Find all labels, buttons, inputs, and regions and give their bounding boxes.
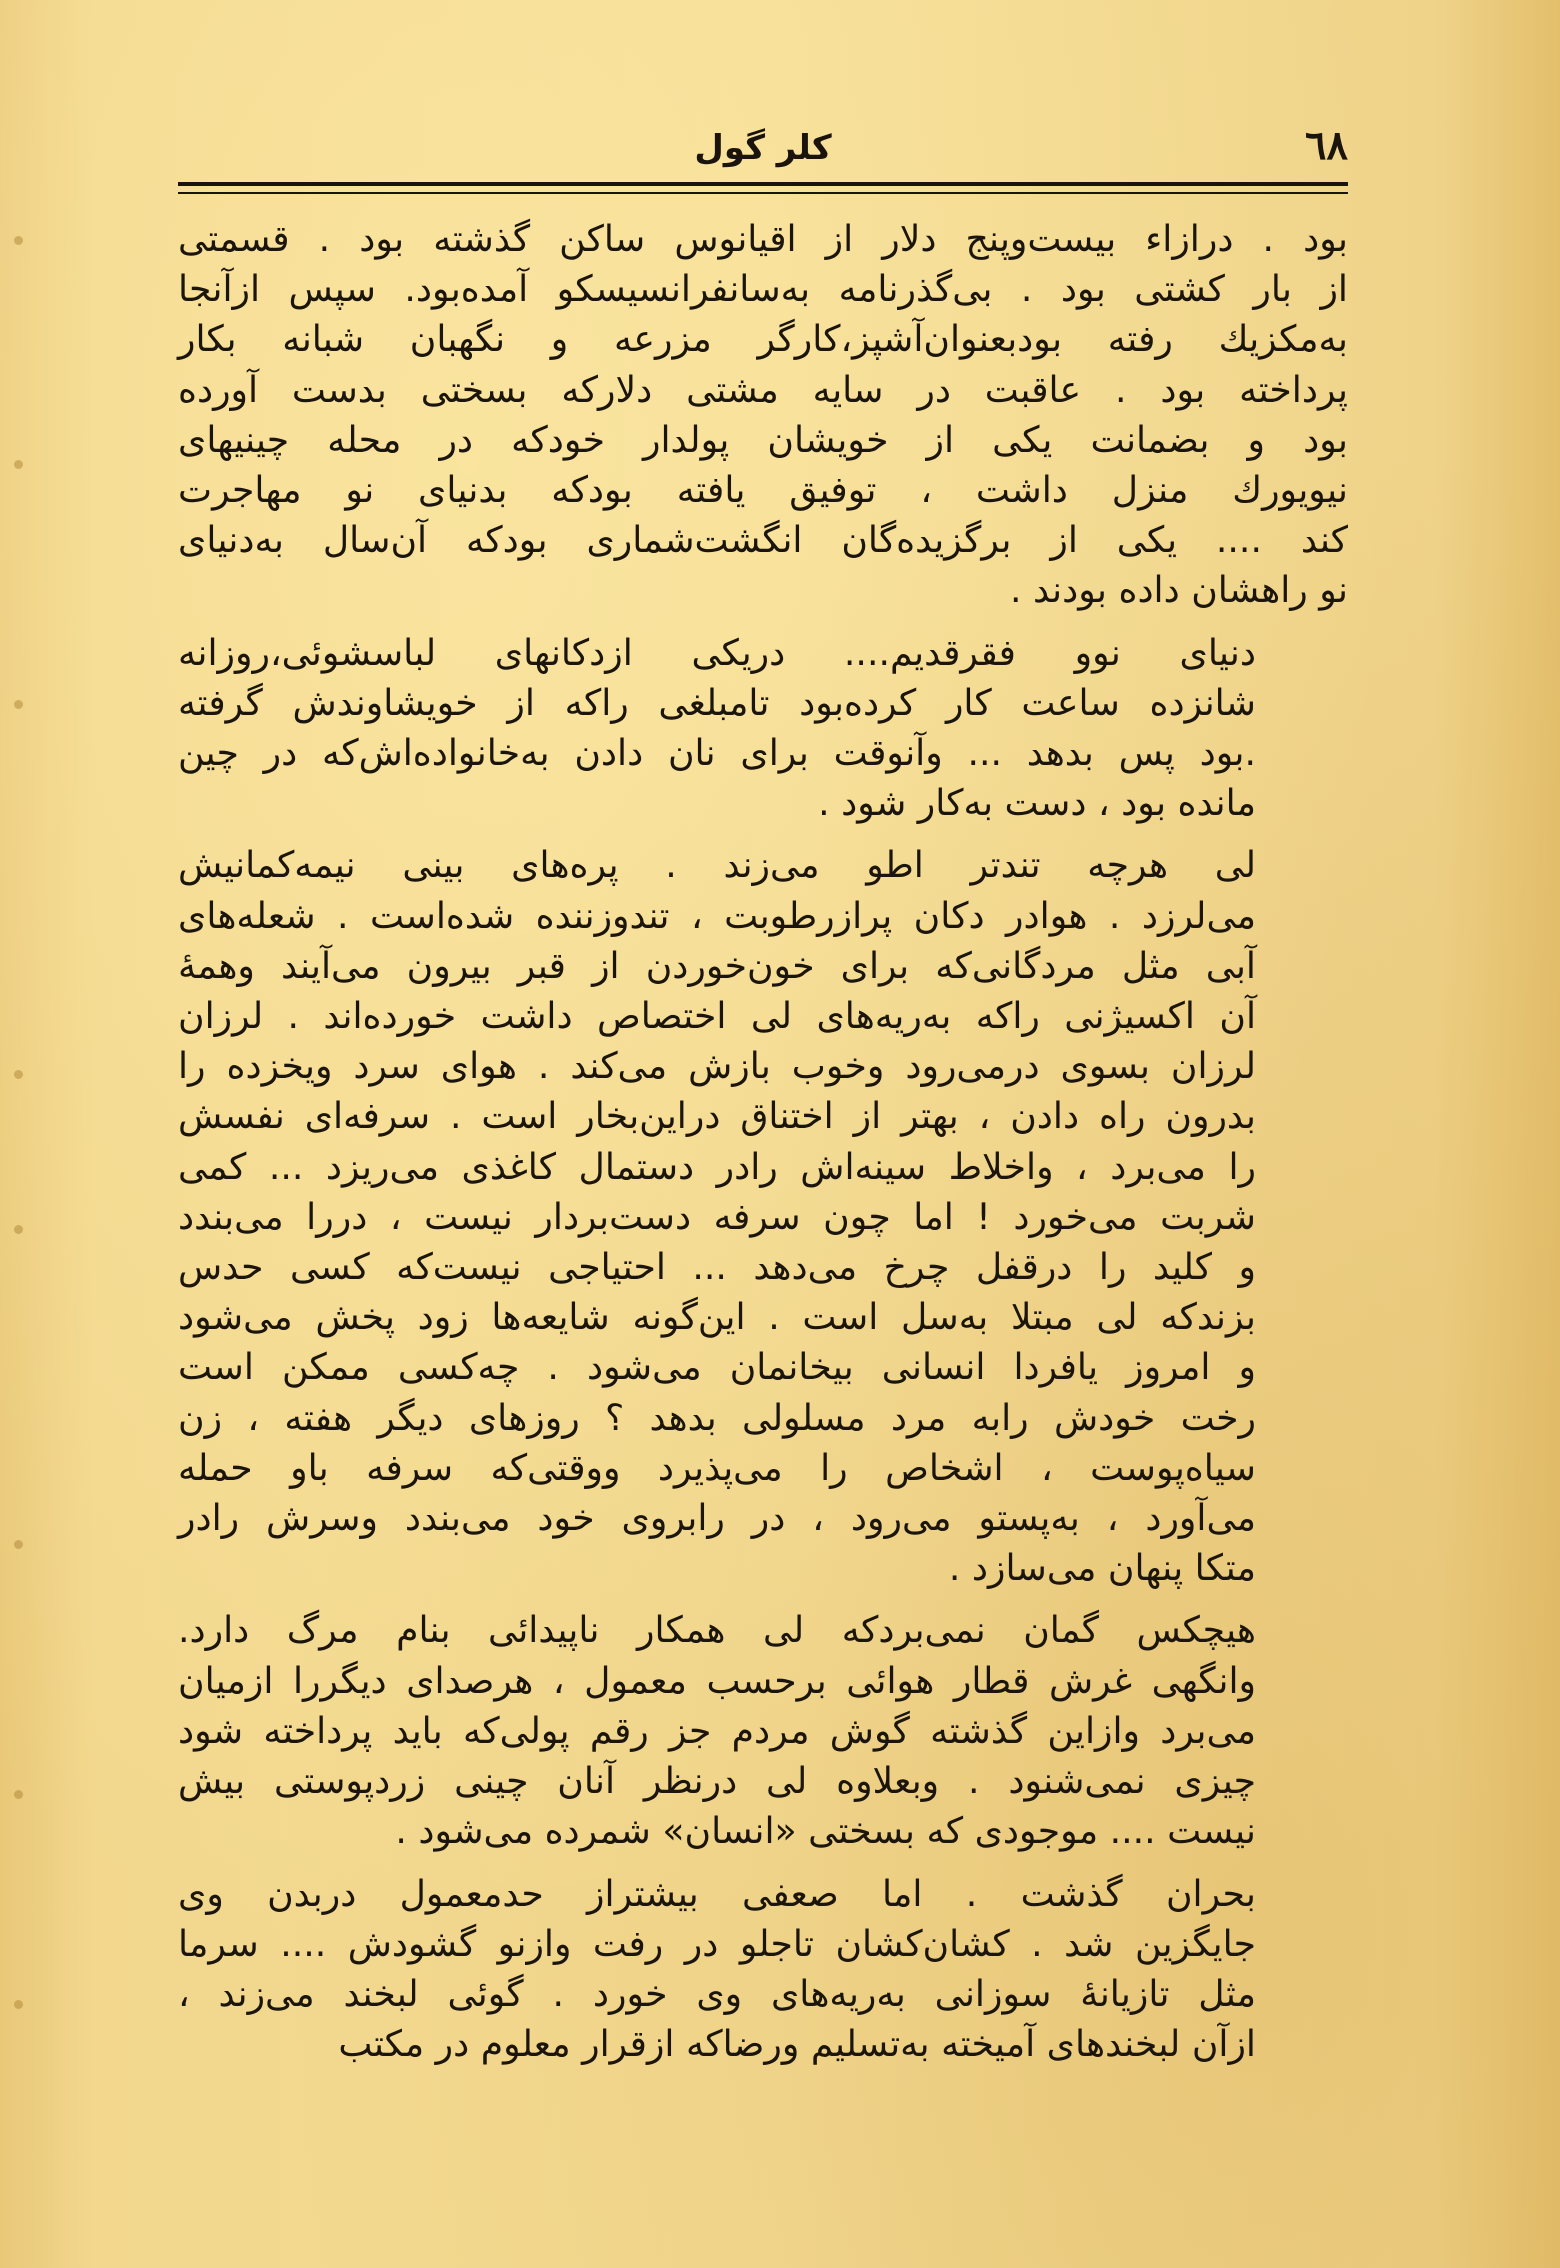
text-line: مانده بود ، دست به‌کار شود .: [818, 781, 1256, 825]
binding-hole: [14, 1790, 23, 1799]
text-line: به‌مکزیك رفته بودبعنوان‌آشپز،کارگر مزرعه و نگهبان شبانه بکار: [178, 317, 1348, 361]
text-line: بحران گذشت . اما صعفی بیشتراز حدمعمول دربدن وی: [178, 1871, 1256, 1915]
text-line: و کلید را درقفل چرخ می‌دهد ... احتیاجی نیست‌که کسی حدس: [178, 1245, 1256, 1289]
text-line: کند .... یکی از برگزیده‌گان انگشت‌شماری بودکه آن‌سال به‌دنیای: [178, 518, 1348, 562]
text-line: شانزده ساعت کار کرده‌بود تامبلغی راکه از خویشاوندش گرفته: [178, 680, 1256, 724]
header-rule: [178, 182, 1348, 186]
text-line: نو راهشان داده بودند .: [1010, 568, 1348, 612]
text-line: ازآن لبخندهای آمیخته به‌تسلیم ورضاکه ازقرار معلوم در مکتب: [338, 2022, 1256, 2066]
text-line: متکا پنهان می‌سازد .: [948, 1546, 1256, 1590]
text-line: آبی مثل مردگانی‌که برای خون‌خوردن از قبر بیرون می‌آیند وهمهٔ: [178, 943, 1256, 987]
text-line: مثل تازیانهٔ سوزانی به‌ریه‌های وی خورد . گوئی لبخند می‌زند ،: [178, 1971, 1256, 2015]
paragraph: [178, 840, 1348, 1593]
text-line: رخت خودش رابه مرد مسلولی بدهد ؟ روزهای دیگر هفته ، زن: [178, 1395, 1256, 1439]
header-rule-thin: [178, 192, 1348, 194]
text-line: بدرون راه دادن ، بهتر از اختناق دراین‌بخار است . سرفه‌ای نفسش: [178, 1094, 1256, 1138]
text-line: وانگهی غرش قطار هوائی برحسب معمول ، هرصدای دیگررا ازمیان: [178, 1658, 1256, 1702]
text-line: جایگزین شد . کشان‌کشان تاجلو در رفت وازنو گشودش .... سرما: [178, 1921, 1256, 1965]
text-line: بود و بضمانت یکی از خویشان پولدار خودکه در محله چینیهای: [178, 417, 1348, 461]
text-line: می‌آورد ، به‌پستو می‌رود ، در رابروی خود می‌بندد وسرش رادر: [178, 1496, 1256, 1540]
text-line: نیویورك منزل داشت ، توفیق یافته بودکه بدنیای نو مهاجرت: [178, 468, 1348, 512]
binding-hole: [14, 700, 23, 709]
text-line: می‌لرزد . هوادر دکان پرازرطوبت ، تندوزننده شده‌است . شعله‌های: [178, 893, 1256, 937]
text-line: پرداخته بود . عاقبت در سایه مشتی دلارکه بسختی بدست آورده: [178, 367, 1348, 411]
text-line: بود . درازاء بیست‌وپنج دلار از اقیانوس ساکن گذشته بود . قسمتی: [178, 217, 1348, 260]
paragraph: [178, 1605, 1348, 1856]
text-line: را می‌برد ، واخلاط سینه‌اش رادر دستمال کاغذی می‌ریزد ... کمی: [178, 1144, 1256, 1188]
text-line: شربت می‌خورد ! اما چون سرفه دست‌بردار نیست ، دررا می‌بندد: [178, 1194, 1256, 1238]
running-title: کلر گول: [694, 128, 832, 168]
text-line: بزندکه لی مبتلا به‌سل است . این‌گونه شایعه‌ها زود پخش می‌شود: [178, 1295, 1256, 1339]
binding-holes: [14, 0, 34, 2268]
text-line: سیاه‌پوست ، اشخاص را می‌پذیرد ووقتی‌که سرفه باو حمله: [178, 1445, 1256, 1489]
binding-hole: [14, 1540, 23, 1549]
binding-hole: [14, 1225, 23, 1234]
text-line: آن اکسیژنی راکه به‌ریه‌های لی اختصاص داشت خورده‌اند . لرزان: [178, 994, 1256, 1038]
paragraph: [178, 628, 1348, 829]
text-line: لرزان بسوی درمی‌رود وخوب بازش می‌کند . هوای سرد ویخزده را: [178, 1044, 1256, 1088]
paragraph: [178, 1869, 1348, 2070]
text-line: دنیای نوو فقرقدیم.... دریکی ازدکانهای لباسشوئی،روزانه: [178, 630, 1256, 674]
text-line: هیچکس گمان نمی‌بردکه لی همکار ناپیدائی بنام مرگ دارد.: [178, 1608, 1256, 1652]
body-text: [178, 214, 1348, 2234]
binding-hole: [14, 236, 23, 245]
text-line: و امروز یافردا انسانی بیخانمان می‌شود . چه‌کسی ممکن است: [178, 1345, 1256, 1389]
text-line: .بود پس بدهد ... وآنوقت برای نان دادن به‌خانواده‌اش‌که در چین: [178, 731, 1256, 775]
binding-hole: [14, 2000, 23, 2009]
binding-hole: [14, 1070, 23, 1079]
text-line: لی هرچه تندتر اطو می‌زند . پره‌های بینی نیمه‌کمانیش: [178, 843, 1256, 887]
paragraph: [178, 214, 1348, 616]
text-line: از بار کشتی بود . بی‌گذرنامه به‌سانفرانسیسکو آمده‌بود. سپس ازآنجا: [178, 267, 1348, 311]
text-line: چیزی نمی‌شنود . وبعلاوه لی درنظر آنان چینی زردپوستی بیش: [178, 1759, 1256, 1803]
text-line: می‌برد وازاین گذشته گوش مردم جز رقم پولی‌که باید پرداخته شود: [178, 1708, 1256, 1752]
text-line: نیست .... موجودی که بسختی «انسان» شمرده می‌شود .: [395, 1809, 1256, 1853]
page-number: ٦٨: [1305, 122, 1348, 169]
page-header: [178, 118, 1348, 188]
binding-hole: [14, 460, 23, 469]
